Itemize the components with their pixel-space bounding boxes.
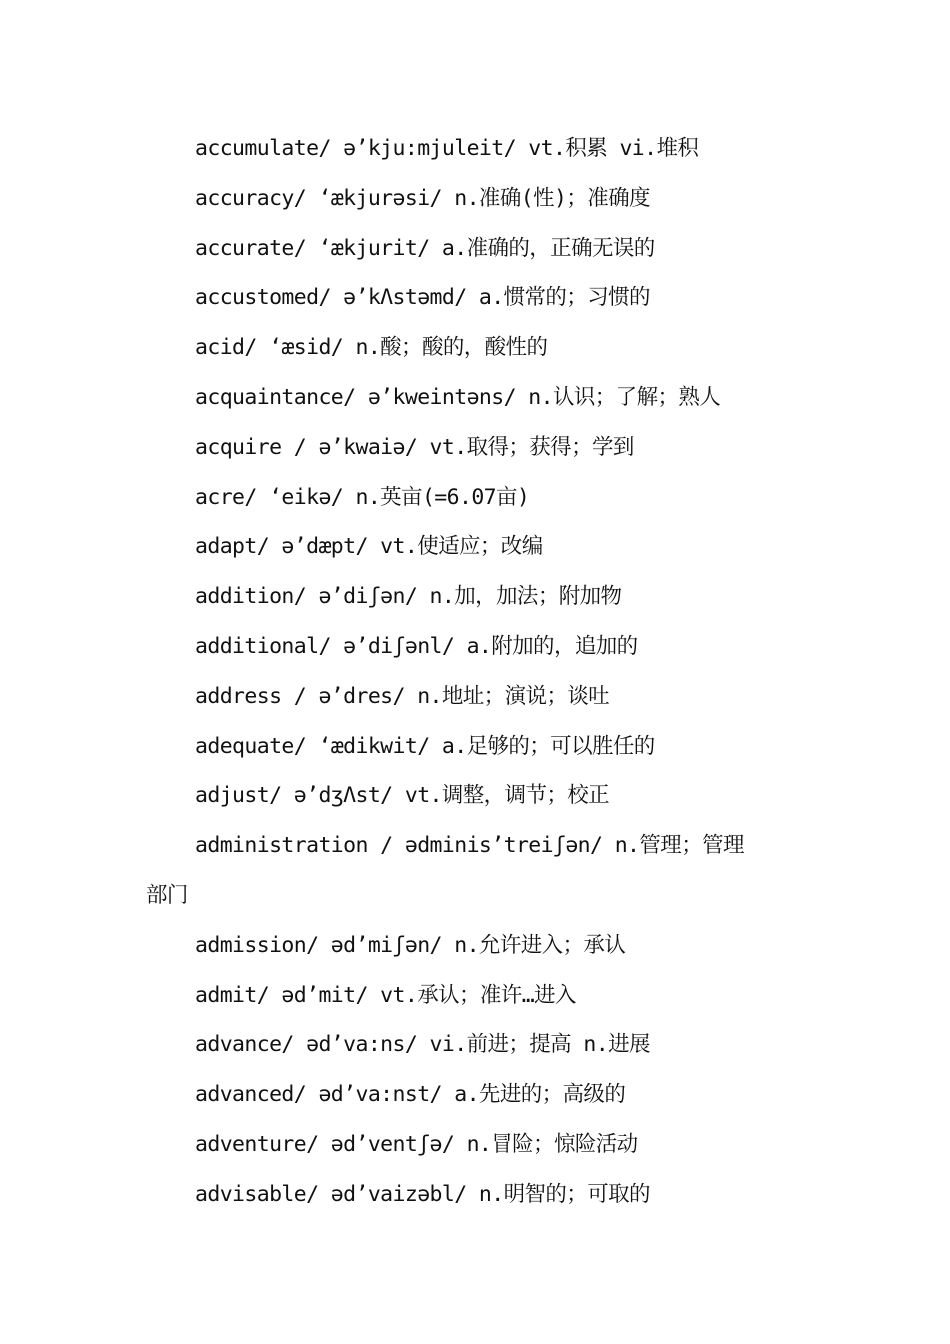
vocabulary-list (146, 124, 806, 1220)
vocab-entry-advance: advance/ əd’va:ns/ vi.前进；提高 n.进展 (195, 1032, 650, 1058)
vocab-entry-additional: additional/ ə’diʃənl/ a.附加的，追加的 (195, 633, 638, 659)
vocab-entry-adventure: adventure/ əd’ventʃə/ n.冒险；惊险活动 (195, 1131, 638, 1157)
vocab-entry-acre: acre/ ‘eikə/ n.英亩(=6.07亩) (195, 484, 530, 510)
vocab-entry-accurate: accurate/ ‘ækjurit/ a.准确的，正确无误的 (195, 235, 655, 261)
vocab-entry-adjust: adjust/ ə’dʒΛst/ vt.调整，调节；校正 (195, 783, 610, 809)
vocab-entry-acid: acid/ ‘æsid/ n.酸；酸的，酸性的 (195, 335, 548, 361)
vocab-entry-adapt: adapt/ ə’dæpt/ vt.使适应；改编 (195, 534, 543, 560)
vocab-entry-administration-continued: 部门 (146, 882, 188, 908)
vocab-entry-addition: addition/ ə’diʃən/ n.加，加法；附加物 (195, 584, 622, 610)
vocab-entry-advanced: advanced/ əd’va:nst/ a.先进的；高级的 (195, 1082, 626, 1108)
vocab-entry-advisable: advisable/ əd’vaizəbl/ n.明智的；可取的 (195, 1181, 650, 1207)
vocab-entry-accumulate: accumulate/ ə’kju:mjuleit/ vt.积累 vi.堆积 (195, 136, 699, 161)
vocab-entry-accuracy: accuracy/ ‘ækjurəsi/ n.准确(性)；准确度 (195, 185, 650, 211)
vocab-entry-administration: administration / ədminis’treiʃən/ n.管理；管理 (195, 833, 744, 859)
vocab-entry-acquire: acquire / ə’kwaiə/ vt.取得；获得；学到 (195, 434, 634, 460)
vocab-entry-admit: admit/ əd’mit/ vt.承认；准许…进入 (195, 982, 576, 1008)
vocab-entry-admission: admission/ əd’miʃən/ n.允许进入；承认 (195, 932, 626, 958)
vocab-entry-accustomed: accustomed/ ə’kΛstəmd/ a.惯常的；习惯的 (195, 285, 650, 311)
vocab-entry-acquaintance: acquaintance/ ə’kweintəns/ n.认识；了解；熟人 (195, 384, 721, 410)
vocab-entry-adequate: adequate/ ‘ædikwit/ a.足够的；可以胜任的 (195, 733, 655, 759)
vocab-entry-address: address / ə’dres/ n.地址；演说；谈吐 (195, 683, 610, 709)
